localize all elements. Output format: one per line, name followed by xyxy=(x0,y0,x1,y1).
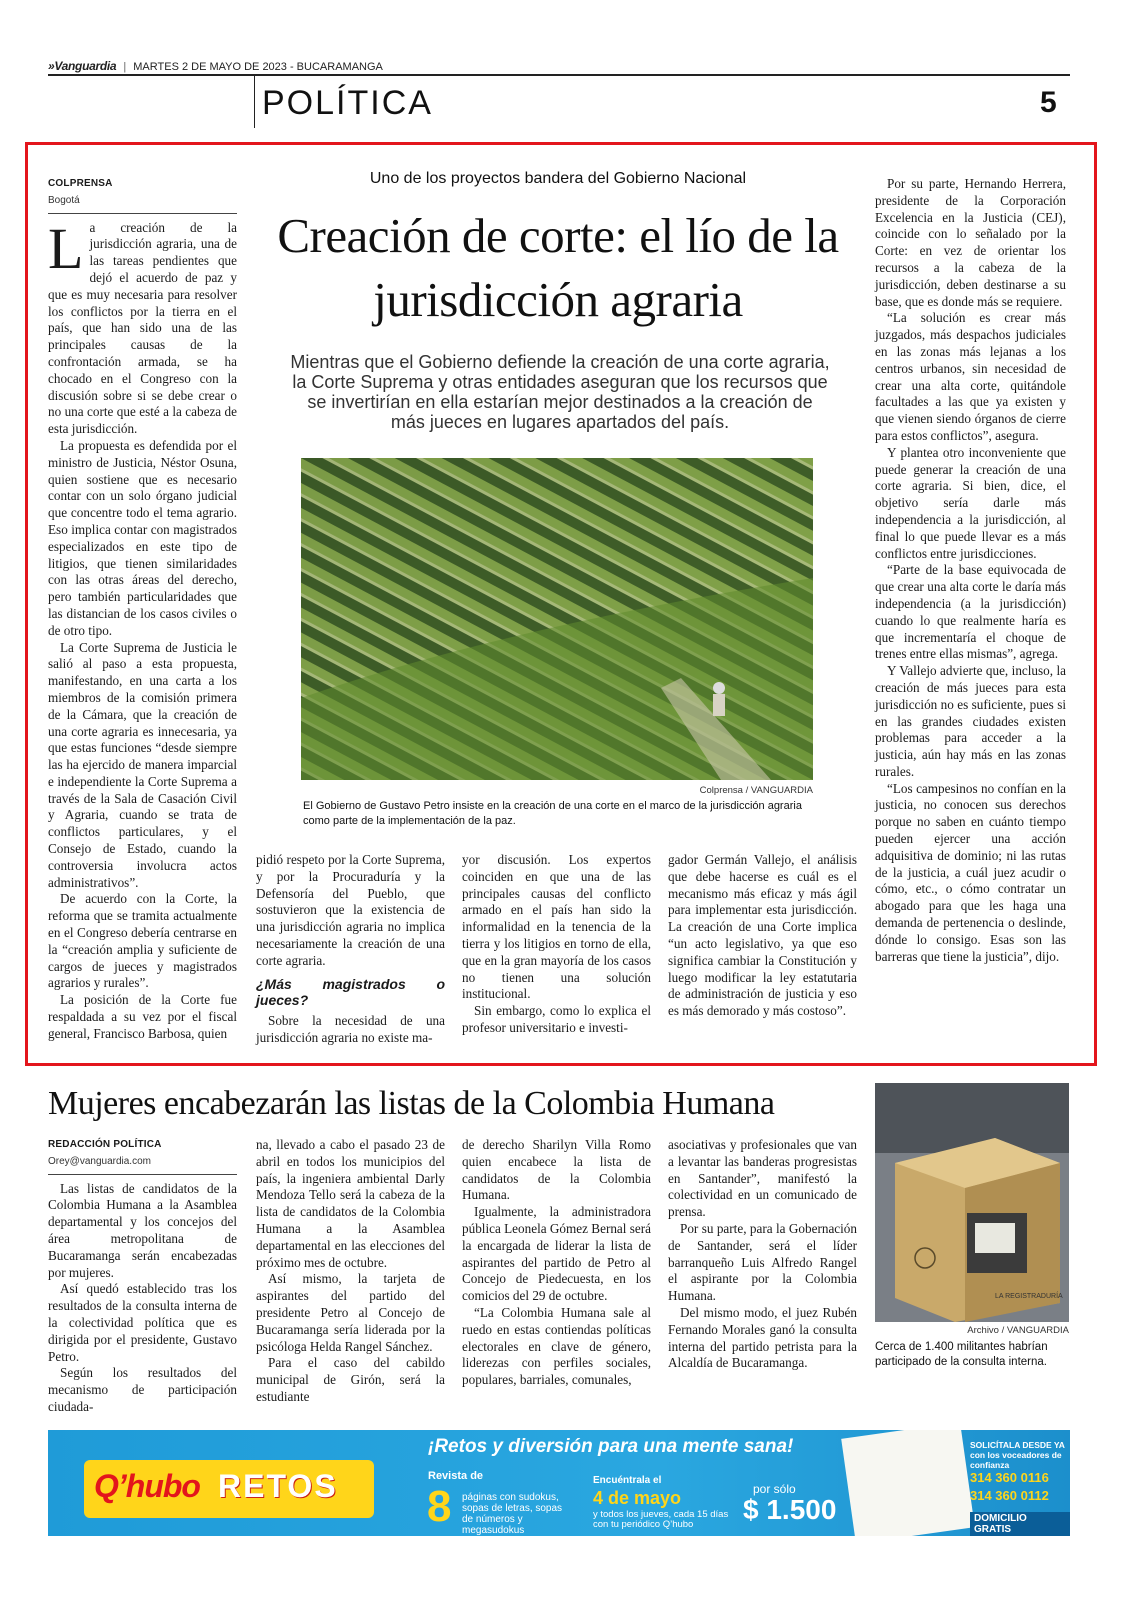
paragraph: pidió respeto por la Corte Suprema, y por la Procuraduría y la Defensoría del Pueblo, que sostuvieron que la existencia de una jurisdicción agraria no implica necesariamente la creación de una corte agraria. xyxy=(256,852,445,968)
photo-credit: Archivo / VANGUARDIA xyxy=(967,1325,1069,1336)
ad-phone-2: 314 360 0112 xyxy=(970,1488,1049,1503)
article2-column-4 xyxy=(668,1137,857,1372)
article2-column-1 xyxy=(48,1137,237,1416)
ad-solicitala: SOLICÍTALA DESDE YA con los voceadores de confianza xyxy=(970,1440,1065,1470)
vineyard-illustration xyxy=(301,458,813,780)
brand-logo: »Vanguardia xyxy=(48,59,117,73)
article1-column-5 xyxy=(875,176,1066,965)
advertisement-banner[interactable] xyxy=(48,1430,1070,1536)
paragraph: “Los campesinos no confían en la justicia, no conocen sus derechos porque no saben en cuánto tiempo pueden ejercer una acción adquisitiva de dominio; ni las rutas de la justicia, a cuál juez acudir o cómo, etc., o cómo contratar un abogado para que les haga una demanda de pertenencia o deslinde, dónde lo consigo. Esas son las barreras que tiene la justicia”, dijo. xyxy=(875,780,1066,964)
paragraph: La posición de la Corte fue respaldada a su vez por el fiscal general, Francisco Barbosa, quien xyxy=(48,992,237,1041)
ballot-box-illustration xyxy=(875,1083,1069,1322)
paragraph: La propuesta es defendida por el ministro de Justicia, Néstor Osuna, quien sostiene que es necesario contar con un solo órgano judicial que concentre todo el tema agrario. Eso implica contar con magistrados especializados en este tipo de litigios, que tienen similaridades con las otras áreas del derecho, pero también particularidades que las distancian de los casos civiles o de otro tipo. xyxy=(48,437,237,638)
ballot-box-photo xyxy=(875,1083,1069,1322)
paragraph: Las listas de candidatos de la Colombia Humana a la Asamblea departamental y los concejos del área metropolitana de Bucaramanga serán encabezadas por mujeres. xyxy=(48,1180,237,1280)
ad-logo-retos: RETOS xyxy=(218,1468,338,1504)
photo-caption: Cerca de 1.400 militantes habrían participado de la consulta interna. xyxy=(875,1341,1048,1368)
masthead xyxy=(48,59,1068,75)
paragraph: “Parte de la base equivocada de que crear una alta corte le daría más independencia (a la jurisdicción) cuando lo que realmente haría es que incrementaría el choque de trenes entre ellas mismas”, agrega. xyxy=(875,562,1066,662)
ad-price: $ 1.500 xyxy=(743,1494,837,1525)
paragraph: Sin embargo, como lo explica el profesor universitario e investi- xyxy=(462,1003,651,1035)
paragraph: yor discusión. Los expertos coinciden en que una de las principales causas del conflicto armado en el país han sido la informalidad en la tenencia de la tierra y los litigios en torno de ella, que en la gran mayoría de los casos no tienen una solución institucional. xyxy=(462,852,651,1002)
paragraph: Del mismo modo, el juez Rubén Fernando Morales ganó la consulta interna del partido petrista para la Alcaldía de Bucaramanga. xyxy=(668,1304,857,1371)
ad-revista-label: Revista de xyxy=(428,1470,484,1482)
masthead-date: MARTES 2 DE MAYO DE 2023 - BUCARAMANGA xyxy=(133,61,383,73)
article1-column-2 xyxy=(256,852,445,1047)
ad-pages-text: páginas con sudokus, sopas de letras, sopas de números y megasudokus xyxy=(462,1492,563,1536)
paragraph: de derecho Sharilyn Villa Romo quien encabece la lista de candidatos de la Colombia Humana. xyxy=(462,1137,651,1203)
deck: Mientras que el Gobierno defiende la creación de una corte agraria, la Corte Suprema y otras entidades aseguran que los recursos que se invertirían en ella estarían mejor destinados a la creación de más jueces en lugares apartados del país. xyxy=(290,352,830,432)
ad-por-solo: por sólo xyxy=(753,1482,796,1496)
article2-headline: Mujeres encabezarán las listas de la Colombia Humana xyxy=(48,1085,775,1122)
box-label: LA REGISTRADURÍA xyxy=(995,1293,1063,1300)
page-number: 5 xyxy=(1040,86,1057,119)
drop-cap: L xyxy=(48,215,84,281)
ad-logo: Q’hubo xyxy=(94,1468,200,1504)
ad-domicilio: DOMICILIO GRATIS xyxy=(970,1512,1070,1536)
kicker: Uno de los proyectos bandera del Gobierno Nacional xyxy=(369,170,747,187)
paragraph: “La solución es crear más juzgados, más despachos judiciales en las zonas más lejanas a los centros urbanos, sin necesidad de crear una alta corte, quitándole facultades a las que ya existen y que vienen siendo órganos de cierre para estos conflictos”, asegura. xyxy=(875,310,1066,443)
paragraph: asociativas y profesionales que van a levantar las banderas progresistas en Santander”, manifestó la colectividad en un comunicado de prensa. xyxy=(668,1137,857,1220)
byline-name: COLPRENSA xyxy=(48,178,113,189)
paragraph: La Corte Suprema de Justicia le salió al paso a esta propuesta, manifestando, en una carta a los miembros de la comisión primera de la Cámara, que la creación de una corte agraria es innecesaria, ya que estas funciones “desde siempre las ha ejercido de manera imparcial e independiente la Corte Suprema a través de la Sala de Casación Civil y Agraria, cuando se trata de conflictos particulares, y el Consejo de Estado, cuando la controversia involucra actos administrativos”. xyxy=(48,639,237,890)
ad-phone-1: 314 360 0116 xyxy=(970,1470,1049,1485)
ad-tagline: ¡Retos y diversión para una mente sana! xyxy=(428,1436,794,1457)
paragraph: “La Colombia Humana sale al ruedo en estas contiendas políticas electorales en clave de género, liderezas con perfiles sociales, populares, barriales, comunales, xyxy=(462,1304,651,1388)
header-rule xyxy=(48,74,1070,76)
paragraph: Así mismo, la tarjeta de aspirantes del partido del presidente Petro al Concejo de Bucaramanga sería liderada por la psicóloga Helda Rangel Sánchez. xyxy=(256,1271,445,1354)
paragraph: Por su parte, Hernando Herrera, presidente de la Corporación Excelencia en la Justicia (CEJ), coincide con lo señalado por la Corte: en vez de orientar los recursos a la cabeza de la jurisdicción, deben destinarse a su base, que es donde más se requiere. xyxy=(875,176,1066,309)
article1-column-4 xyxy=(668,852,857,1020)
headline: Creación de corte: el lío de la jurisdicción agraria xyxy=(277,208,839,327)
section-title: POLÍTICA xyxy=(262,84,433,122)
paragraph: La creación de la jurisdicción agraria, una de las tareas pendientes que dejó el acuerdo de paz y que es muy necesaria para resolver los conflictos por la tierra en el país, que han sido una de las principales causas de la confrontación armada, se ha chocado en el Congreso con la discusión sobre si se debe crear o no una corte que esté a la cabeza de esta jurisdicción. xyxy=(48,215,237,437)
photo-caption: El Gobierno de Gustavo Petro insiste en la creación de una corte en el marco de la jurisdicción agraria como parte de la implementación de la paz. xyxy=(303,800,802,827)
ad-schedule: y todos los jueves, cada 15 días con tu periódico Q’hubo xyxy=(593,1509,729,1530)
article1-column-1 xyxy=(48,176,237,1043)
paragraph: Y Vallejo advierte que, incluso, la creación de más jueces para esta jurisdicción no es suficiente, pues si en las grandes ciudades existen problemas para acceder a la justicia, aún hay más en las zonas rurales. xyxy=(875,663,1066,779)
ad-date: 4 de mayo xyxy=(593,1488,682,1508)
paragraph: Para el caso del cabildo municipal de Girón, será la estudiante xyxy=(256,1355,445,1404)
photo-credit: Colprensa / VANGUARDIA xyxy=(699,785,813,796)
article1-column-3 xyxy=(462,852,651,1037)
article2-column-2 xyxy=(256,1137,445,1406)
byline-email: Orey@vanguardia.com xyxy=(48,1155,151,1167)
masthead-separator: | xyxy=(123,61,127,73)
byline-city: Bogotá xyxy=(48,194,80,206)
paragraph: De acuerdo con la Corte, la reforma que se tramita actualmente en el Congreso debería centrarse en la “creación amplia y suficiente de cargos de jueces y magistrados agrarios y rurales”. xyxy=(48,891,237,991)
article2-column-3 xyxy=(462,1137,651,1389)
paragraph: Sobre la necesidad de una jurisdicción agraria no existe ma- xyxy=(256,1013,445,1045)
paragraph: Igualmente, la administradora pública Leonela Gómez Bernal será la encargada de liderar la lista de aspirantes del partido de Petro al Concejo de Piedecuesta, en los comicios del 29 de octubre. xyxy=(462,1204,651,1304)
byline-name: REDACCIÓN POLÍTICA xyxy=(48,1139,162,1150)
vineyard-photo xyxy=(301,458,813,780)
paragraph: Según los resultados del mecanismo de participación ciudada- xyxy=(48,1365,237,1414)
subhead: ¿Más magistrados o jueces? xyxy=(256,975,445,1009)
paragraph: Así quedó establecido tras los resultados de la consulta interna de la colectividad política que es dirigida por el presidente, Gustavo Petro. xyxy=(48,1281,237,1364)
paragraph: gador Germán Vallejo, el análisis que debe hacerse es cuál es el mecanismo más eficaz y más ágil para implementar esta jurisdicción. La creación de una Corte implica “un acto legislativo, ya que eso significa cambiar la Constitución y luego modificar la ley estatutaria de administración de justicia y eso es más demorado y más costoso”. xyxy=(668,852,857,1019)
paragraph: Y plantea otro inconveniente que puede generar la creación de una corte agraria. Si bien, dice, el objetivo sería darle más independencia a la jurisdicción, al final lo que puede llevar es a más conflictos entre jurisdicciones. xyxy=(875,444,1066,561)
header-divider xyxy=(254,76,255,128)
ad-encuentrala: Encuéntrala el xyxy=(593,1475,662,1486)
ad-pages-number: 8 xyxy=(427,1482,452,1531)
paragraph: na, llevado a cabo el pasado 23 de abril en todos los municipios del país, la ingeniera ambiental Darly Mendoza Tello será la cabeza de la lista de candidatos de la Colombia Humana a la Asamblea departamental en las elecciones del próximo mes de octubre. xyxy=(256,1137,445,1270)
puzzle-sheet-icon xyxy=(841,1430,975,1536)
paragraph: Por su parte, para la Gobernación de Santander, será el líder barranqueño Luis Alfredo Rangel el aspirante por la Colombia Humana. xyxy=(668,1220,857,1304)
